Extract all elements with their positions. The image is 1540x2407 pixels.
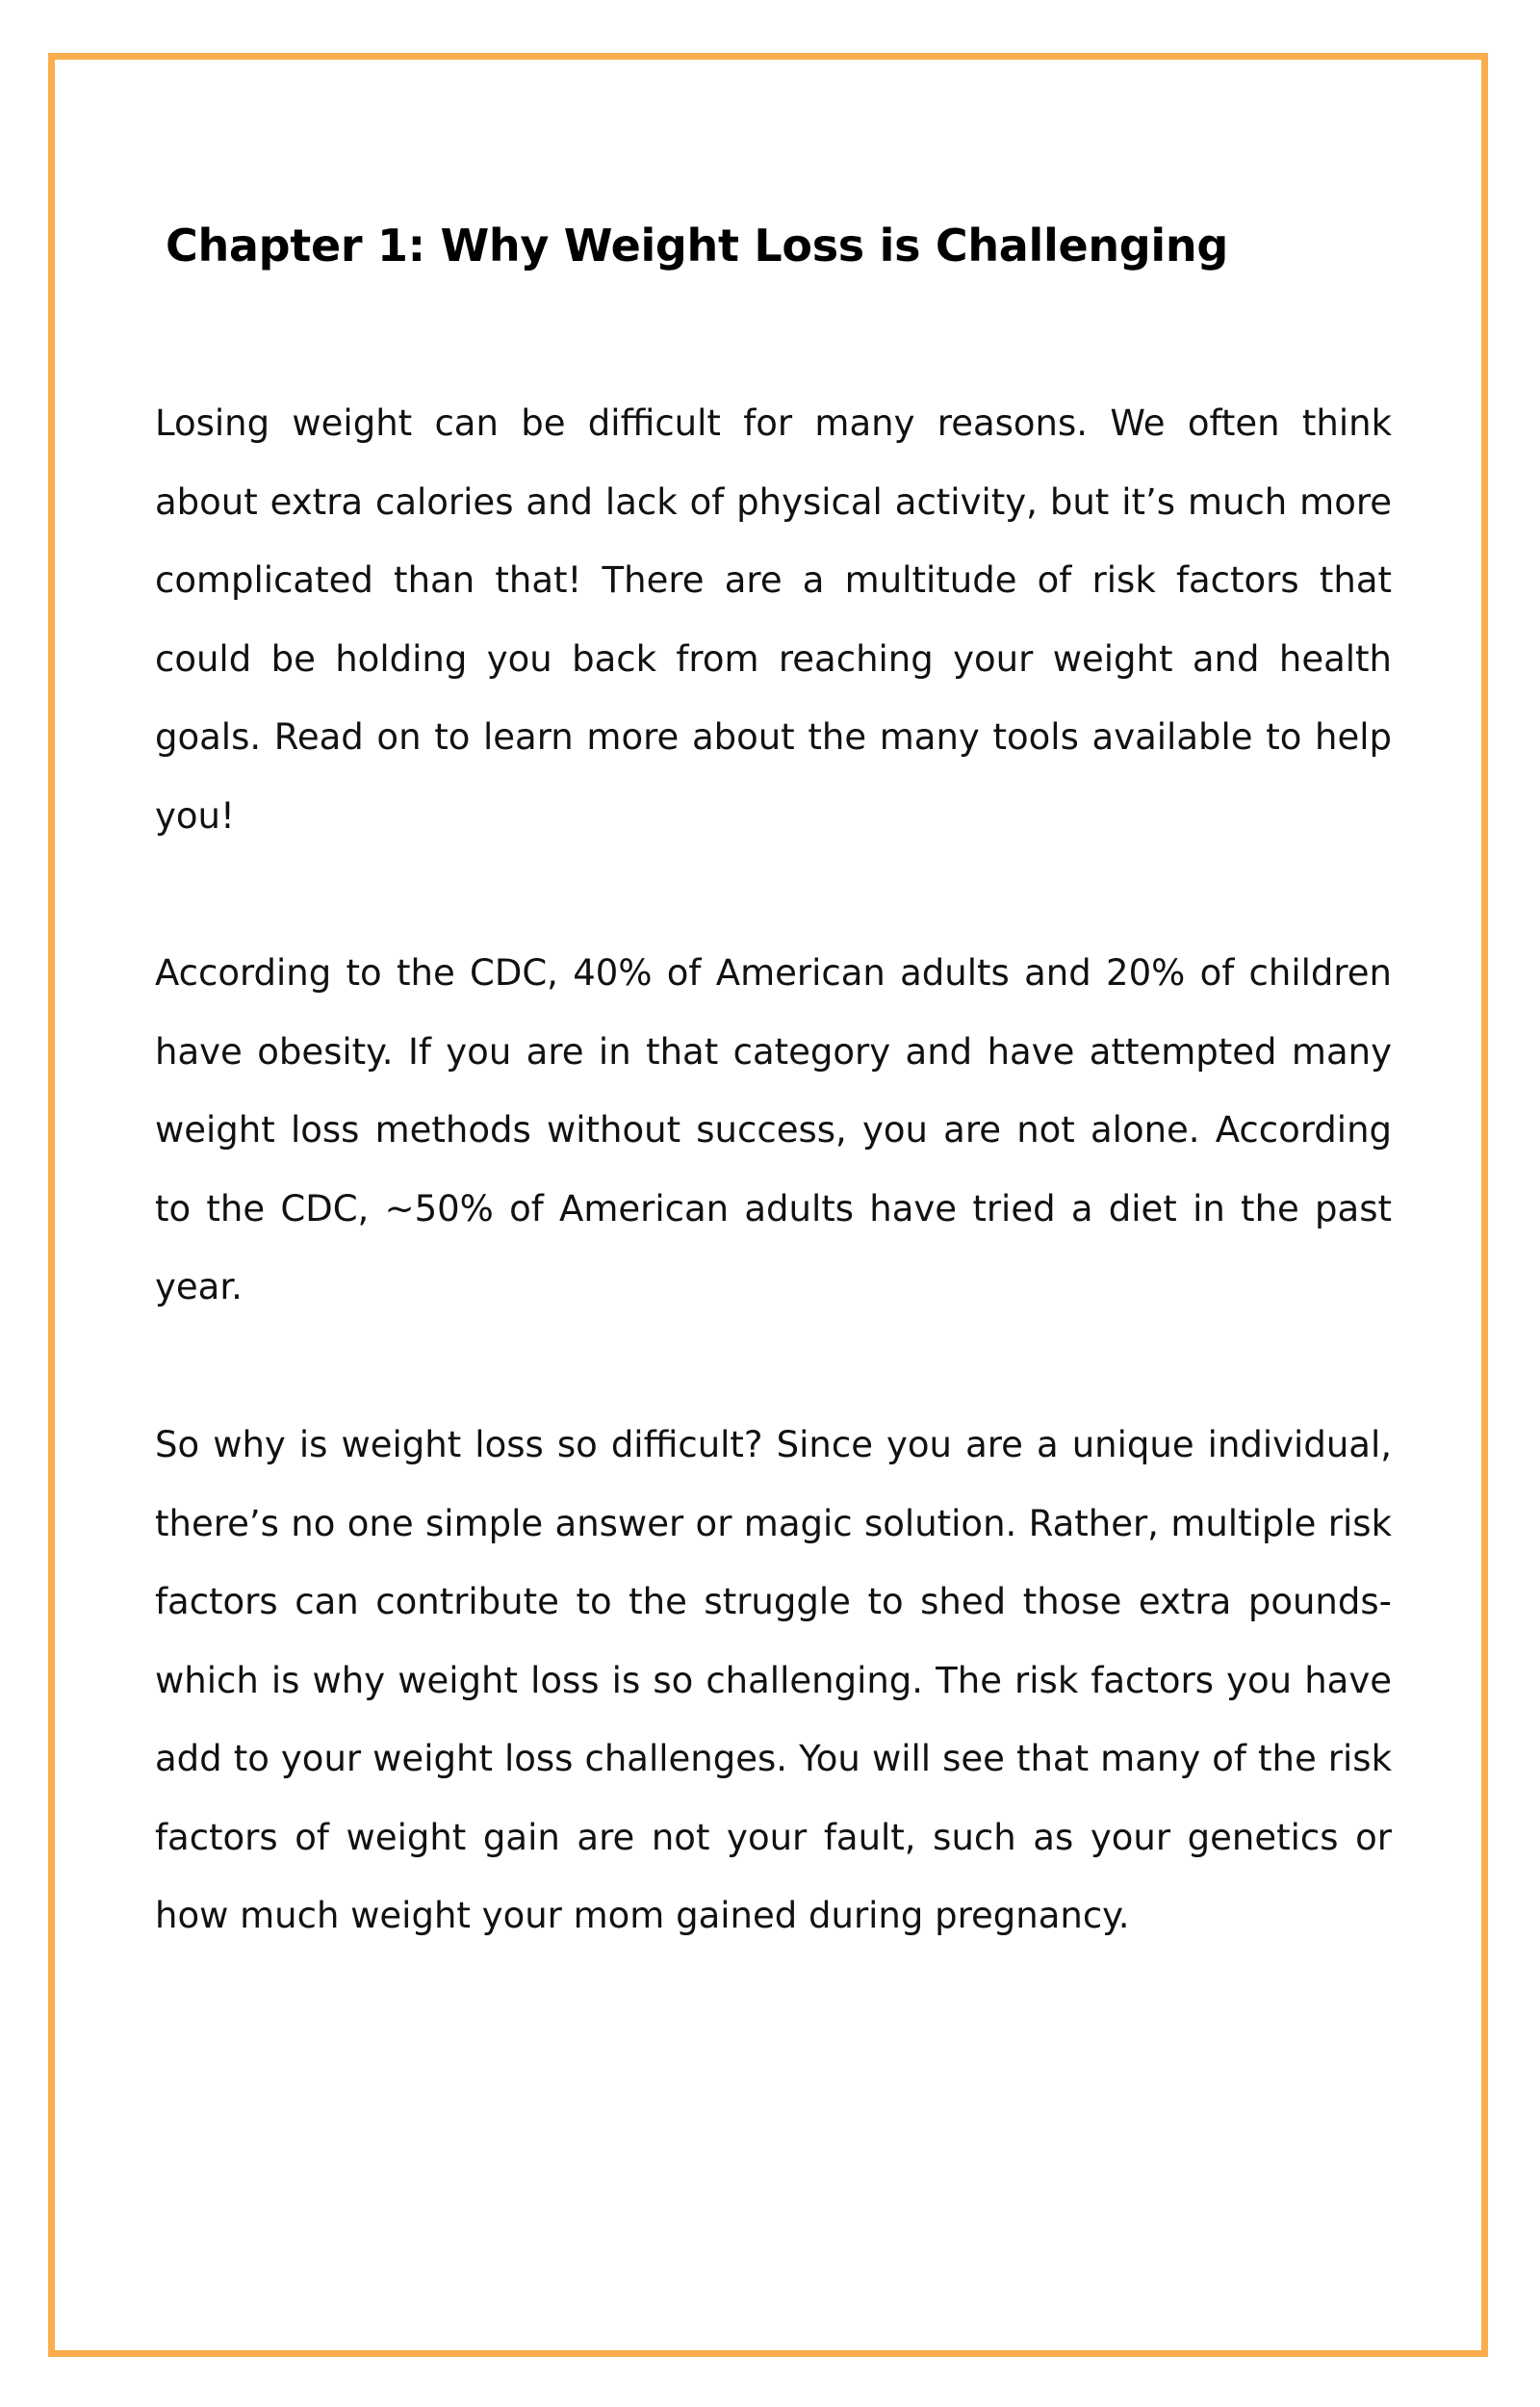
paragraph-risk-factors: So why is weight loss so difficult? Since you are a unique individual, there’s no one simple answer or magic solution. Rather, multiple risk factors can contribute to the struggle to shed those extra pounds- which is why weight loss is so challenging. The risk factors you have add to your weight loss challenges. You will see that many of the risk factors of weight gain are not your fault, such as your genetics or how much weight your mom gained during pregnancy. <box>155 1424 1392 1936</box>
paragraph-statistics: According to the CDC, 40% of American adults and 20% of children have obesity. If you are in that category and have attempted many weight loss methods without success, you are not alone. According to the CDC, ~50% of American adults have tried a diet in the past year. <box>155 952 1392 1307</box>
paragraph-intro: Losing weight can be difficult for many reasons. We often think about extra calories and lack of physical activity, but it’s much more complicated than that! There are a multitude of risk factors that could be holding you back from reaching your weight and health goals. Read on to learn more about the many tools available to help you! <box>155 402 1392 837</box>
chapter-title: Chapter 1: Why Weight Loss is Challenging <box>166 220 1228 272</box>
